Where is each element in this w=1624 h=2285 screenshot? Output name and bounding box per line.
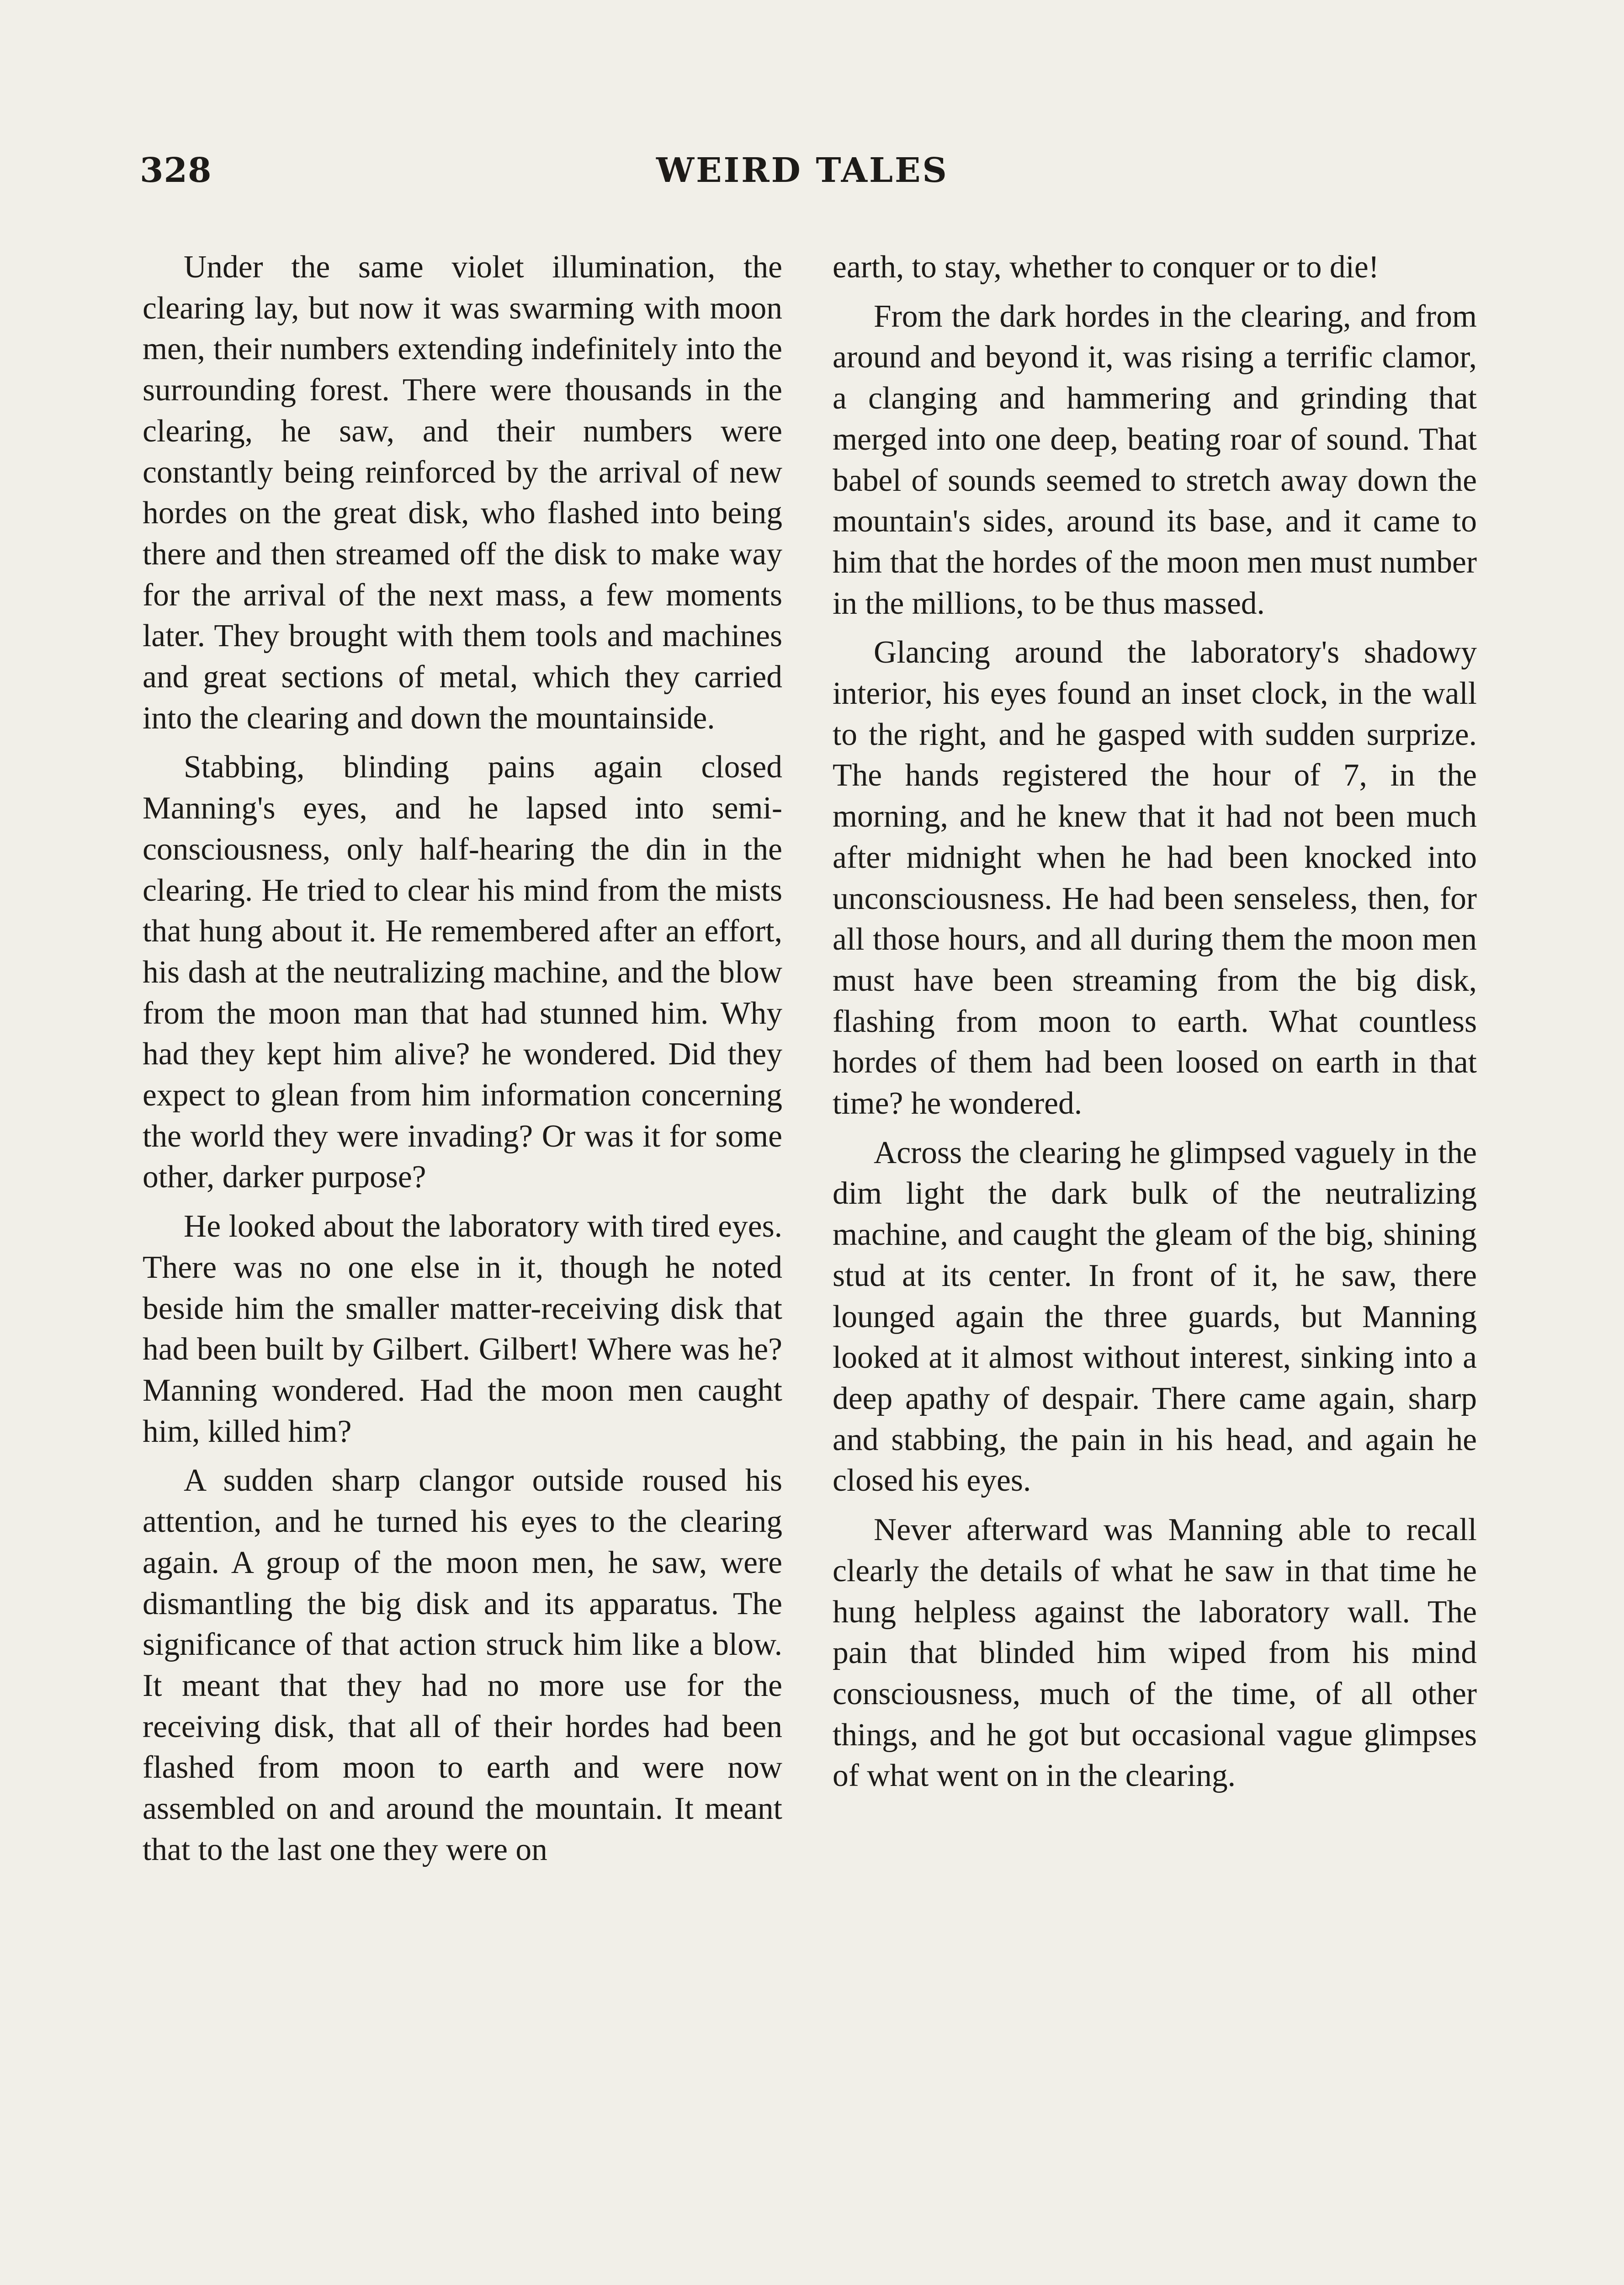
left-column [143,247,782,1878]
right-column [833,247,1477,1805]
paragraph: From the dark hordes in the clearing, and from around and beyond it, was rising a terrific clamor, a clanging and hammering and grinding that merged into one deep, beating roar of sound. That babel of sounds seemed to stretch away down the mountain's sides, around its base, and it came to him that the hordes of the moon men must number in the millions, to be thus massed. [833,298,1477,621]
paragraph: A sudden sharp clangor outside roused his attention, and he turned his eyes to the clearing again. A group of the moon men, he saw, were dismantling the big disk and its apparatus. The significance of that action struck him like a blow. It meant that they had no more use for the receiving disk, that all of their hordes had been flashed from moon to earth and were now assembled on and around the mountain. It meant that to the last one they were on [143,1463,782,1867]
paragraph: Under the same violet illumination, the clearing lay, but now it was swarming with moon men, their numbers extending indefinitely into the surrounding forest. There were thousands in the clearing, he saw, and their numbers were constantly being reinforced by the arrival of new hordes on the great disk, who flashed into being there and then streamed off the disk to make way for the arrival of the next mass, a few moments later. They brought with them tools and machines and great sections of metal, which they carried into the clearing and down the mountainside. [143,250,782,736]
page-number: 328 [140,151,212,190]
paragraph: Stabbing, blinding pains again closed Manning's eyes, and he lapsed into semi-consciousness, only half-hearing the din in the clearing. He tried to clear his mind from the mists that hung about it. He remembered after an effort, his dash at the neutralizing machine, and the blow from the moon man that had stunned him. Why had they kept him alive? he wondered. Did they expect to glean from him information concerning the world they were invading? Or was it for some other, darker purpose? [143,749,782,1195]
paragraph: He looked about the laboratory with tired eyes. There was no one else in it, though he noted beside him the smaller matter-receiving disk that had been built by Gilbert. Gilbert! Where was he? Manning wondered. Had the moon men caught him, killed him? [143,1209,782,1449]
paragraph: Never afterward was Manning able to recall clearly the details of what he saw in that time he hung helpless against the laboratory wall. The pain that blinded him wiped from his mind consciousness, much of the time, of all other things, and he got but occasional vague glimpses of what went on in the clearing. [833,1512,1477,1794]
paragraph-continuation: earth, to stay, whether to conquer or to die! [833,250,1379,285]
running-title: WEIRD TALES [656,151,949,190]
page-header [140,151,1485,201]
paragraph: Across the clearing he glimpsed vaguely in the dim light the dark bulk of the neutralizing machine, and caught the gleam of the big, shining stud at its center. In front of it, he saw, there lounged again the three guards, but Manning looked at it almost without interest, sinking into a deep apathy of despair. There came again, sharp and stabbing, the pain in his head, and again he closed his eyes. [833,1135,1477,1499]
paragraph: Glancing around the laboratory's shadowy interior, his eyes found an inset clock, in the wall to the right, and he gasped with sudden surprize. The hands registered the hour of 7, in the morning, and he knew that it had not been much after midnight when he had been knocked into unconsciousness. He had been senseless, then, for all those hours, and all during them the moon men must have been streaming from the big disk, flashing from moon to earth. What countless hordes of them had been loosed on earth in that time? he wondered. [833,635,1477,1121]
